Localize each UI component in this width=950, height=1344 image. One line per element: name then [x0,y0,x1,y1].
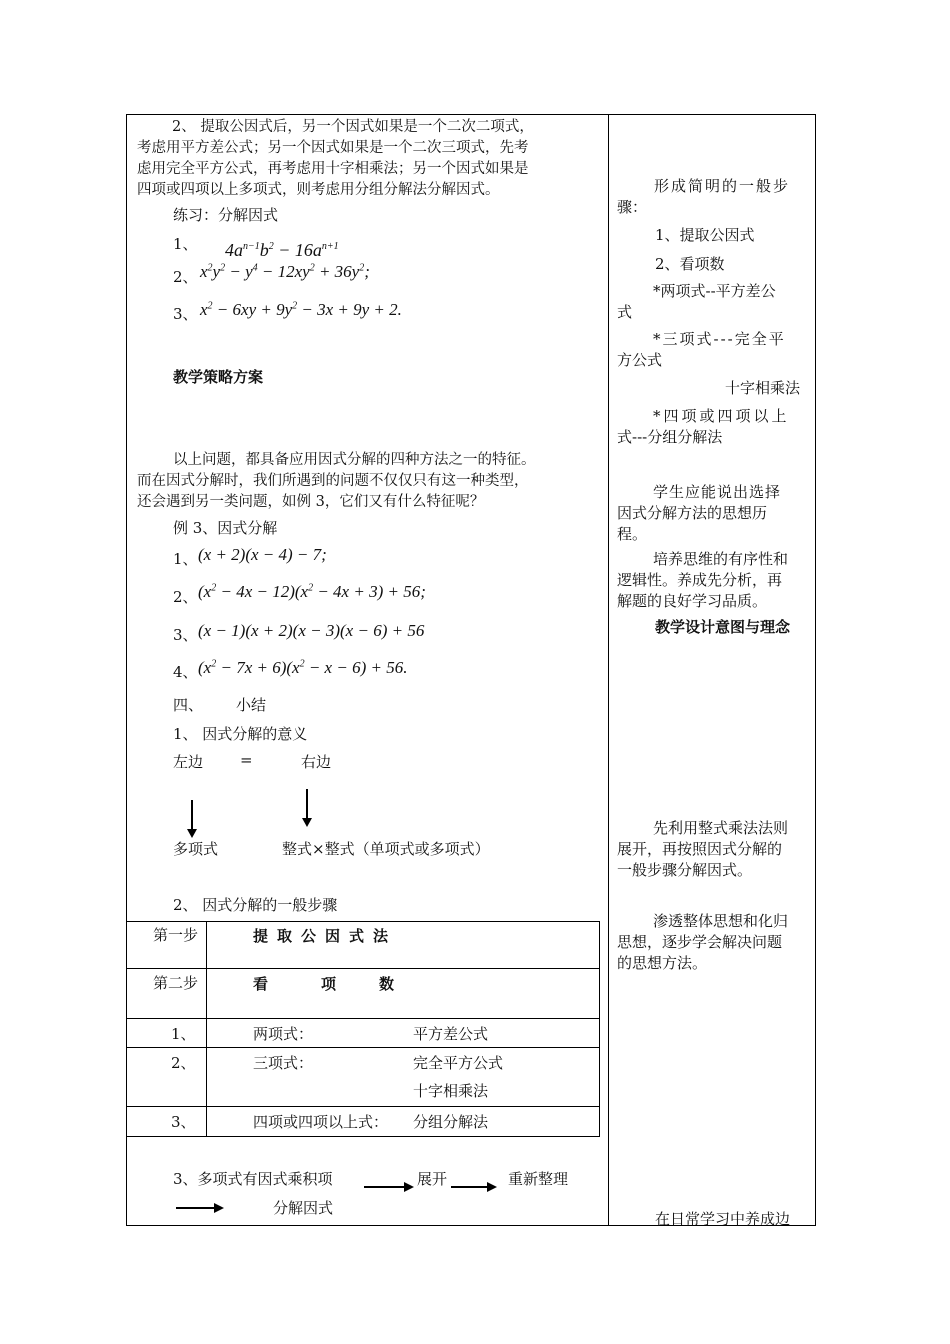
row3-num: 1、 [171,1025,196,1043]
example-2-expr: $(x^2 - 4x - 12)(x^2 - 4x + 3) + 56$; [198,582,426,601]
flow-start: 3、多项式有因式乘积项 [173,1170,333,1188]
row3-method: 平方差公式 [413,1025,489,1043]
row4-num: 2、 [171,1054,196,1072]
row5-type: 四项或四项以上式： [253,1113,389,1131]
flow-arrow-1 [364,1186,412,1188]
right-note-2: 培养思维的有序性和 逻辑性。养成先分析，再 解题的良好学习品质。 [617,550,789,610]
left-side-label: 左边 [173,753,204,771]
example-3-expr: (x − 1)(x + 2)(x − 3)(x − 6) + 56 [198,621,425,640]
row4-method-2: 十字相乘法 [413,1082,489,1100]
para1 [137,117,602,201]
exercise-title: 练习：分解因式 [173,206,279,224]
right-step-5: 十字相乘法 [725,379,801,397]
step2-text-b: 项 [321,975,337,993]
right-step-3: *两项式--平方差公 式 [617,282,776,321]
right-note-3: 先利用整式乘法法则 展开，再按照因式分解的 一般步骤分解因式。 [617,819,789,879]
example-title: 例 3、因式分解 [173,519,278,537]
right-step-6: *四项或四项以上 式---分组分解法 [617,407,790,446]
right-step-1: 1、提取公因式 [655,226,755,244]
summary-num: 四、 [173,696,204,714]
summary-title: 小结 [236,696,267,714]
right-note-5: 在日常学习中养成边 [655,1210,791,1228]
para2-line: 而在因式分解时，我们所遇到的问题不仅仅只有这一种类型， [137,473,529,489]
equals-sign: = [240,751,253,769]
step2-text-c: 数 [379,975,395,993]
example-1-expr: (x + 2)(x − 4) − 7; [198,545,327,564]
flow-expand: 展开 [417,1170,448,1188]
step1-text: 提取公因式法 [253,927,398,945]
flow-end: 分解因式 [273,1199,334,1217]
para2 [137,450,602,513]
row4-method-1: 完全平方公式 [413,1054,504,1072]
example-3-num: 3、 [173,626,198,644]
para2-line: 以上问题，都具备应用因式分解的四种方法之一的特征。 [173,452,536,468]
para1-line: 四项或四项以上多项式，则考虑用分组分解法分解因式。 [137,182,500,198]
exercise-3-expr: $x^2 - 6xy + 9y^2 - 3x + 9y + 2$. [200,300,402,319]
flow-rearrange: 重新整理 [508,1170,569,1188]
step2-text-a: 看 [253,975,269,993]
right-side-label: 右边 [301,753,332,771]
down-arrow-left [191,800,193,836]
para1-line: 2、 提取公因式后，另一个因式如果是一个二次二项式， [172,119,534,135]
right-note-1: 学生应能说出选择 因式分解方法的思想历 程。 [617,483,782,543]
row4-type: 三项式： [253,1054,314,1072]
exercise-3-num: 3、 [173,305,198,323]
down-arrow-right [306,789,308,825]
design-title: 教学设计意图与理念 [655,618,791,636]
exercise-2-expr: $x^2y^2 - y^4 - 12xy^2 + 36y^2$; [200,262,370,281]
exercise-2-num: 2、 [173,268,198,286]
row3-type: 两项式： [253,1025,314,1043]
step1-label: 第一步 [152,926,198,944]
frame-divider [608,114,609,1226]
frame-top [126,114,816,115]
para2-line: 还会遇到另一类问题，如例 3，它们又有什么特征呢？ [137,494,485,510]
meaning-title: 1、 因式分解的意义 [173,725,308,743]
flow-arrow-2 [451,1186,495,1188]
right-step-2: 2、看项数 [655,255,725,273]
row5-method: 分组分解法 [413,1113,489,1131]
flow-arrow-3 [176,1207,222,1209]
para1-line: 考虑用平方差公式；另一个因式如果是一个二次三项式，先考 [137,140,529,156]
steps-title: 2、 因式分解的一般步骤 [173,896,338,914]
para1-line: 虑用完全平方公式，再考虑用十字相乘法；另一个因式如果是 [137,161,529,177]
right-note-4: 渗透整体思想和化归 思想，逐步学会解决问题 的思想方法。 [617,912,789,972]
strategy-title: 教学策略方案 [173,368,264,386]
polynomial-label: 多项式 [173,840,219,858]
frame-left [126,114,127,1226]
steps-intro: 形成简明的一般步 骤： [617,177,791,216]
example-2-num: 2、 [173,588,198,606]
example-4-num: 4、 [173,663,198,681]
example-4-expr: $(x^2 - 7x + 6)(x^2 - x - 6) + 56$. [198,658,408,677]
example-1-num: 1、 [173,550,198,568]
product-label: 整式×整式（单项式或多项式） [282,840,490,858]
exercise-1-num: 1、 [173,235,198,253]
exercise-1-expr: $4a^{n-1}b^2 - 16a^{n+1}$ [225,240,339,260]
step2-label: 第二步 [152,974,198,992]
row5-num: 3、 [171,1113,196,1131]
right-step-4: *三项式---完全平 方公式 [617,330,786,369]
frame-right [815,114,816,1226]
